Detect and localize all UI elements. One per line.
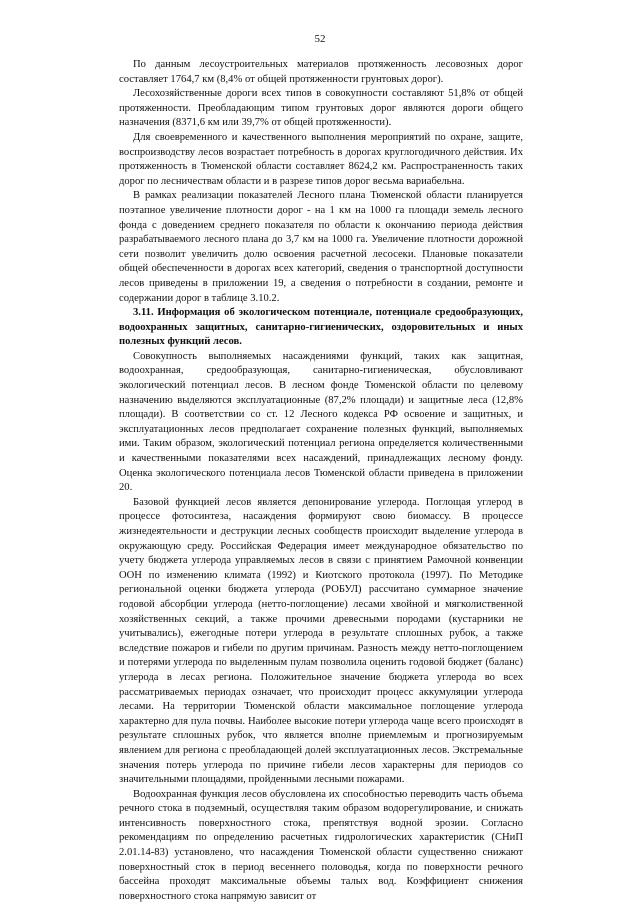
paragraph-all-season-roads: Для своевременного и качественного выполнения мероприятий по охране, защите, воспроизводству лесов возрастает потребность в дорогах круглогодичного действия. Их протяженность в Тюменской области составляет 8624,2 км. Распространенность таких дорог по лесничествам области и в разрезе типов дорог весьма вариабельна. [119, 131, 523, 187]
paragraph-carbon-deposition: Базовой функцией лесов является депонирование углерода. Поглощая углерод в процессе фотосинтеза, насаждения формируют свою биомассу. В процессе жизнедеятельности и деструкции лесных сообществ происходит выделение углерода в окружающую среду. Российская Федерация имеет международное обязательство по учету бюджета углерода управляемых лесов в связи с принятием Рамочной конвенции ООН по изменению климата (1992) и Киотского протокола (1997). По Методике региональной оценки бюджета углерода (РОБУЛ) рассчитано суммарное значение годовой абсорбции углерода (нетто-поглощение) лесами хвойной и мягколиственной хозяйственных секций, а также прочими древесными породами (кустарники не учитывались), ежегодные потери углерода в результате сплошных рубок, а также вследствие пожаров и гибели по другим причинам. Разность между нетто-поглощением и потерями углерода по выделенным пулам позволила оценить годовой бюджет (баланс) углерода в лесах региона. Положительное значение бюджета углерода во всех рассматриваемых периодах означает, что происходит процесс аккумуляции углерода лесами. На территории Тюменской области максимальное поглощение углерода характерно для пула почвы. Наиболее высокие потери углерода чаще всего происходят в результате сплошных рубок, что является вполне приемлемым и прогнозируемым явлением для региона с преобладающей долей эксплуатационных лесов. Экстремальные значения потерь углерода по причине гибели лесов характерны для периодов со значительными площадями, пройденными лесными пожарами. [119, 496, 523, 786]
paragraph-logging-roads: По данным лесоустроительных материалов протяженность лесовозных дорог составляет 1764,7 км (8,4% от общей протяженности грунтовых дорог). [119, 59, 523, 85]
paragraph-ecological-potential: Совокупность выполняемых насаждениями функций, таких как защитная, водоохранная, средообразующая, санитарно-гигиеническая, обусловливают экологический потенциал лесов. В лесном фонде Тюменской области по целевому назначению выделяются эксплуатационные (87,2% площади) и защитные леса (12,8% площади). В соответствии со ст. 12 Лесного кодекса РФ освоение и защитных, и эксплуатационных лесов предполагает сохранение полезных функций, выполняемых ими. Таким образом, экологический потенциал региона определяется количественными и качественными показателями всех насаждений, принадлежащих лесному фонду. Оценка экологического потенциала лесов Тюменской области приведена в приложении 20. [119, 350, 523, 494]
paragraph-road-density-plan: В рамках реализации показателей Лесного плана Тюменской области планируется поэтапное увеличение плотности дорог - на 1 км на 1000 га площади земель лесного фонда с доведением среднего показателя по области к окончанию периода действия разрабатываемого лесного плана до 3,7 км на 1000 га. Увеличение плотности дорожной сети позволит увеличить долю освоения расчетной лесосеки. Плановые показатели общей обеспеченности в дорогах всех категорий, сведения о транспортной доступности лесов приведены в приложении 19, а сведения о потребности в создании, ремонте и содержании дорог в таблице 3.10.2. [119, 190, 523, 304]
page-body [119, 58, 523, 904]
section-heading: 3.11. Информация об экологическом потенциале, потенциале средообразующих, водоохранных защитных, санитарно-гигиенических, оздоровительных и иных полезных функций лесов. [119, 307, 523, 348]
page-number: 52 [314, 33, 326, 45]
paragraph-water-protection: Водоохранная функция лесов обусловлена их способностью переводить часть объема речного стока в подземный, осуществляя таким образом водорегулирование, и снижать интенсивность поверхностного стока, препятствуя водной эрозии. Согласно рекомендациям по определению расчетных гидрологических характеристик (СНиП 2.01.14-83) установлено, что насаждения Тюменской области существенно снижают поверхностный сток в период весеннего половодья, когда по поверхности речного бассейна проходят максимальные объемы талых вод. Коэффициент снижения поверхностного стока напрямую зависит от [119, 788, 523, 902]
paragraph-forestry-roads: Лесохозяйственные дороги всех типов в совокупности составляют 51,8% от общей протяженности. Преобладающим типом грунтовых дорог являются дороги общего назначения (8371,6 км или 39,7% от общей протяженности). [119, 88, 523, 129]
